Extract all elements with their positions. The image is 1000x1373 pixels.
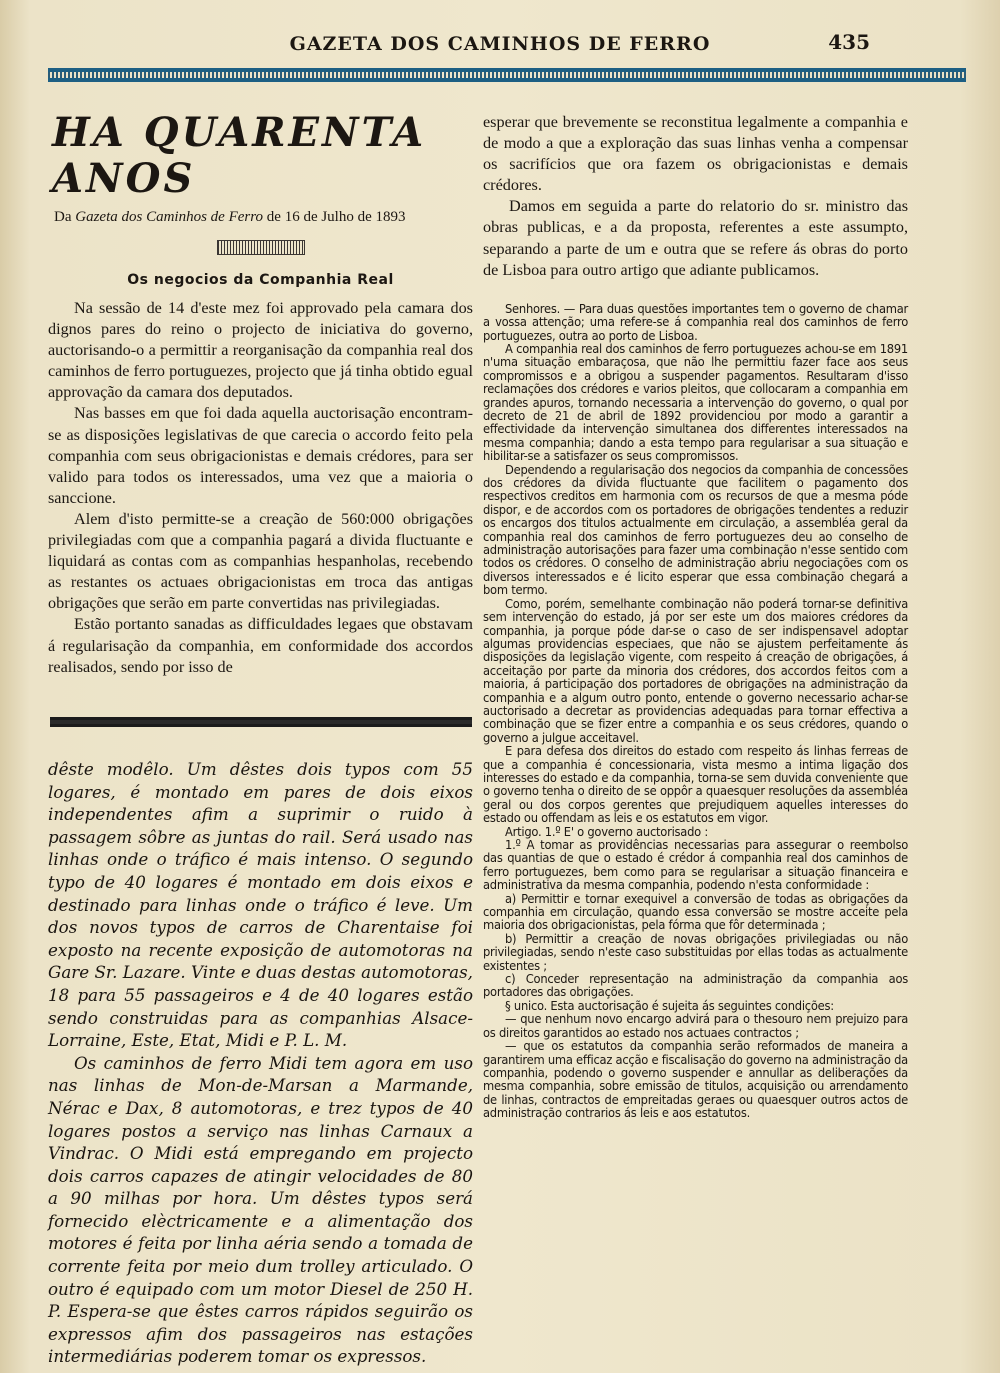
source-prefix: Da [54, 209, 72, 225]
section-subhead: Os negocios da Companhia Real [127, 272, 394, 288]
running-header [0, 30, 1000, 66]
report-clause: § unico. Esta auctorisação é sujeita ás seguintes condições: [505, 998, 834, 1014]
body-paragraph: Damos em seguida a parte do relatorio do sr. ministro das obras publicas, e a da proposta, referentes a este assumpto, separando a parte de um e outra que se refere ás obras do porto de Lisboa para outro artigo que adiante publicamos. [483, 197, 908, 279]
report-clause: — que os estatutos da companhia serão reformados de maneira a garantirem uma efficaz acção e fiscalisação do governo na administração da companhia, podendo o governo suspender e annullar as deliberações da mesma companhia, sobre emissão de titulos, acquisição ou arrendamento de linhas, contractos de empreitadas geraes ou quaesquer outros actos de administração contrarios ás leis e aos estatutos. [483, 1039, 908, 1122]
continuation-paragraph: Os caminhos de ferro Midi tem agora em uso nas linhas de Mon-de-Marsan a Marmande, Nérac e Dax, 8 automotoras, e trez typos de 40 logares postos a serviço nas linhas Carnaux a Vindrac. O Midi está empregando em projecto dois carros capazes de atingir velocidades de 80 a 90 milhas por hora. Um dêstes typos será fornecido elèctricamente e a alimentação dos motores é feita por linha aéria sendo a tomada de corrente feita por meio dum trolley articulado. O outro é equipado com um motor Diesel de 250 H. P. Espera-se que êstes carros rápidos seguirão os expressos afim dos passageiros nas estações intermediárias poderem tomar os expressos. [48, 1052, 473, 1367]
section-divider [50, 717, 472, 727]
body-paragraph: Estão portanto sanadas as difficuldades legaes que obstavam á regularisação da companhia, em conformidade dos accordos realisados, sendo por isso de [48, 615, 473, 676]
body-paragraph: Alem d'isto permitte-se a creação de 560:000 obrigações privilegiadas com que a companhia pagará a divida fluctuante e liquidará as contas com as companhias hespanholas, recebendo as restantes os actuaes obrigacionistas em troca das antigas obrigações que serão em parte convertidas nas privilegiadas. [48, 509, 473, 613]
body-paragraph: esperar que brevemente se reconstitua legalmente a companhia e de modo a que a exploração das suas linhas venha a compensar os sacrifícios que ora fazem os obrigacionistas e demais crédores. [483, 113, 908, 195]
report-paragraph: E para defesa dos direitos do estado com respeito ás linhas ferreas de que a companhia é concessionaria, vista mesmo a intima ligação dos interesses do estado e da companhia, torna-se sem duvida conveniente que o governo tenha o direito de se oppôr a quaesquer resoluções da assembléa geral ou dos corpos gerentes que prejudiquem aquelles interesses do estado ou offendam as leis e os estatutos em vigor. [483, 744, 908, 827]
report-clause: c) Conceder representação na administração da companhia aos portadores das obrigações. [483, 972, 908, 1001]
report-paragraph: Dependendo a regularisação dos negocios da companhia de concessões dos crédores da divida fluctuante que facilitem o pagamento dos respectivos creditos em harmonia com os recursos de que a mesma póde dispor, e de accordos com os portadores de obrigações tendentes a reduzir os encargos dos titulos actualmente em circulação, a assembléa geral da companhia real dos caminhos de ferro portuguezes deu ao conselho de administração autorisações para fazer uma combinação n'esse sentido com todos os crédores. O conselho de administração abriu negociações com os diversos interessados e é licito esperar que essa combinação chegará a bom termo. [483, 462, 908, 599]
body-paragraph: Na sessão de 14 d'este mez foi approvado pela camara dos dignos pares do reino o projecto de iniciativa do governo, auctorisando-o a permittir a reorganisação da companhia real dos caminhos de ferro portuguezes, projecto que já tinha obtido egual approvação da camara dos deputados. [48, 299, 473, 402]
left-column-top [48, 100, 473, 678]
source-publication: Gazeta dos Caminhos de Ferro [75, 209, 264, 225]
source-date: de 16 de Julho de 1893 [266, 209, 406, 225]
article-title: HA QUARENTA ANOS [52, 109, 427, 202]
report-paragraph: Como, porém, semelhante combinação não poderá tornar-se definitiva sem intervenção do estado, já por ser este um dos maiores crédores da companhia, ja porque póde dar-se o caso de ser indispensavel adoptar algumas providencias especiaes, que não se ajustem perfeitamente ás disposições da legislação vigente, com respeito á creação de obrigações, á acceitação por parte da minoria dos crédores, dos accordos feitos com a maioria, á participação dos portadores de obrigações na administração da companhia e a algum outro ponto, entende o governo necessario achar-se auctorisado a decretar as providencias adequadas para tornar effectiva a combinação que se fizer entre a companhia e os seus crédores, quando o governo a julgue acceitavel. [483, 596, 908, 746]
report-clause: 1.º A tomar as providências necessarias para assegurar o reembolso das quantias de que o estado é crédor á companhia real dos caminhos de ferro portuguezes, bem como para se regularisar a situação financeira e administrativa da mesma companhia, podendo n'esta conformidade : [483, 838, 908, 894]
report-clause: — que nenhum novo encargo advirá para o thesouro nem prejuizo para os direitos garantidos ao estado nos actuaes contractos ; [483, 1012, 908, 1041]
body-paragraph: Nas basses em que foi dada aquella auctorisação encontram-se as disposições legislativas de que carecia o accordo feito pela companhia com seus obrigacionistas e demais crédores, para ser valido para todos os interessados, uma vez que a maioria o sanccione. [48, 404, 473, 507]
page-number: 435 [828, 30, 870, 54]
ornament-divider [217, 240, 305, 255]
report-clause: a) Permittir e tornar exequivel a conversão de todas as obrigações da companhia em circulação, quando essa conversão se mostre acceite pela maioria dos obrigacionistas, pela fórma que fôr determinada ; [483, 891, 908, 934]
continuation-paragraph: dêste modêlo. Um dêstes dois typos com 55 logares, é montado em pares de dois eixos independentes afim a suprimir o ruido à passagem sôbre as juntas do rail. Será usado nas linhas onde o tráfico é mais intenso. O segundo typo de 40 logares é montado em dois eixos e destinado para linhas onde o tráfico é leve. Um dos novos typos de carros de Charentaise foi exposto na recente exposição de automotoras na Gare Sr. Lazare. Vinte e duas destas automotoras, 18 para 55 passageiros e 4 de 40 logares estão sendo construidas para as companhias Alsace-Lorraine, Este, Etat, Midi e P. L. M. [48, 759, 473, 1051]
header-rule [48, 68, 966, 82]
report-paragraph: A companhia real dos caminhos de ferro portuguezes achou-se em 1891 n'uma situação embaraçosa, que não lhe permittiu fazer face aos seus compromissos e a obrigou a suspender pagamentos. Resultaram d'isso reclamações dos crédores e varios pleitos, que collocaram a companhia em grandes apuros, tornando necessaria a intervenção do governo, o qual por decreto de 21 de abril de 1892 providenciou por modo a garantir a effectividade da intervenção simultanea dos differentes interessados na mesma companhia; dando a esta tempo para regularisar a sua situação e hibilitar-se a satisfazer os seus compromissos. [483, 341, 908, 465]
left-column-bottom [48, 758, 473, 1368]
report-paragraph: Senhores. — Para duas questões importantes tem o governo de chamar a vossa attenção; uma refere-se á companhia real dos caminhos de ferro portuguezes, outra ao porto de Lisboa. [483, 301, 908, 344]
publication-title: GAZETA DOS CAMINHOS DE FERRO [289, 33, 711, 55]
report-article: Artigo. 1.º E' o governo auctorisado : [505, 824, 708, 840]
ministerial-report [483, 303, 908, 1121]
right-column [483, 112, 908, 1121]
report-clause: b) Permittir a creação de novas obrigações privilegiadas ou não privilegiadas, sendo n'este caso substituidas por ellas todas as actualmente existentes ; [483, 931, 908, 974]
article-source [54, 208, 473, 226]
